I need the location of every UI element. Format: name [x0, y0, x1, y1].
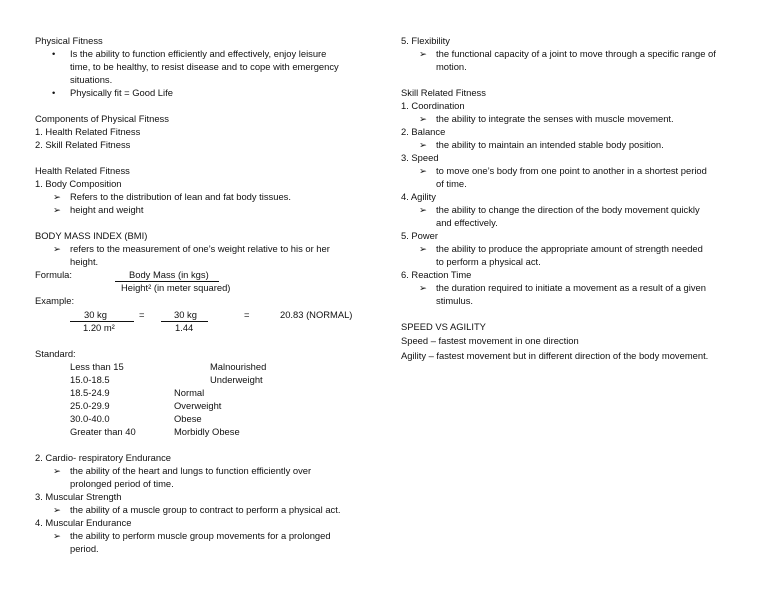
speed-definition: Speed – fastest movement in one direction [401, 335, 579, 346]
components-title: Components of Physical Fitness [35, 113, 169, 124]
arrow-bullet-icon: ➢ [419, 48, 427, 59]
speed-line2: of time. [436, 178, 467, 189]
pf-definition-line1: Is the ability to function efficiently and effectively, enjoy leisure [70, 48, 327, 59]
power-line1: the ability to produce the appropriate amount of strength needed [436, 243, 703, 254]
power-line2: to perform a physical act. [436, 256, 541, 267]
coordination-title: 1. Coordination [401, 100, 465, 111]
disc-bullet: • [52, 48, 56, 59]
pf-definition-line3: situations. [70, 74, 113, 85]
standard-range: Greater than 40 [70, 426, 136, 437]
arrow-bullet-icon: ➢ [419, 165, 427, 176]
body-composition-item: height and weight [70, 204, 144, 215]
standard-range: 15.0-18.5 [70, 374, 110, 385]
muscular-endurance-title: 4. Muscular Endurance [35, 517, 132, 528]
cardio-item-line2: prolonged period of time. [70, 478, 174, 489]
formula-denominator: Height² (in meter squared) [121, 282, 231, 293]
reaction-time-line2: stimulus. [436, 295, 473, 306]
standard-label: Obese [174, 413, 202, 424]
cardio-item-line1: the ability of the heart and lungs to function efficiently over [70, 465, 312, 476]
arrow-bullet-icon: ➢ [53, 243, 61, 254]
example-numerator2: 30 kg [174, 309, 197, 320]
muscular-strength-item: the ability of a muscle group to contract to perform a physical act. [70, 504, 341, 515]
arrow-bullet-icon: ➢ [419, 204, 427, 215]
power-title: 5. Power [401, 230, 438, 241]
agility-line1: the ability to change the direction of the body movement quickly [436, 204, 700, 215]
arrow-bullet-icon: ➢ [419, 282, 427, 293]
formula-label: Formula: [35, 269, 72, 280]
standard-label: Overweight [174, 400, 222, 411]
agility-definition: Agility – fastest movement but in different direction of the body movement. [401, 350, 709, 361]
muscular-strength-title: 3. Muscular Strength [35, 491, 122, 502]
speed-vs-agility-title: SPEED VS AGILITY [401, 321, 486, 332]
arrow-bullet-icon: ➢ [53, 191, 61, 202]
arrow-bullet-icon: ➢ [53, 465, 61, 476]
coordination-item: the ability to integrate the senses with muscle movement. [436, 113, 674, 124]
flexibility-line1: the functional capacity of a joint to move through a specific range of [436, 48, 716, 59]
component-skill: 2. Skill Related Fitness [35, 139, 131, 150]
example-denominator1: 1.20 m² [83, 322, 115, 333]
body-composition-item: Refers to the distribution of lean and fat body tissues. [70, 191, 291, 202]
pf-definition-line2: time, to be healthy, to resist disease and to cope with emergency [70, 61, 339, 72]
arrow-bullet-icon: ➢ [53, 530, 61, 541]
cardio-title: 2. Cardio- respiratory Endurance [35, 452, 172, 463]
flexibility-line2: motion. [436, 61, 467, 72]
arrow-bullet-icon: ➢ [419, 243, 427, 254]
standard-range: Less than 15 [70, 361, 124, 372]
example-equals2: = [244, 309, 250, 320]
example-numerator1: 30 kg [84, 309, 107, 320]
arrow-bullet-icon: ➢ [53, 504, 61, 515]
component-health: 1. Health Related Fitness [35, 126, 141, 137]
formula-numerator: Body Mass (in kgs) [129, 269, 209, 280]
reaction-time-line1: the duration required to initiate a movement as a result of a given [436, 282, 706, 293]
muscular-endurance-line2: period. [70, 543, 99, 554]
standard-range: 25.0-29.9 [70, 400, 110, 411]
body-composition-title: 1. Body Composition [35, 178, 122, 189]
standard-label: Underweight [210, 374, 263, 385]
bmi-definition-line2: height. [70, 256, 99, 267]
example-equals1: = [139, 309, 145, 320]
agility-line2: and effectively. [436, 217, 498, 228]
muscular-endurance-line1: the ability to perform muscle group movements for a prolonged [70, 530, 331, 541]
speed-line1: to move one’s body from one point to another in a shortest period [436, 165, 707, 176]
agility-title: 4. Agility [401, 191, 436, 202]
example-result: 20.83 (NORMAL) [280, 309, 353, 320]
health-related-title: Health Related Fitness [35, 165, 130, 176]
speed-title: 3. Speed [401, 152, 439, 163]
arrow-bullet-icon: ➢ [419, 139, 427, 150]
standard-label: Malnourished [210, 361, 267, 372]
example-label: Example: [35, 295, 75, 306]
bmi-definition-line1: refers to the measurement of one’s weight relative to his or her [70, 243, 330, 254]
skill-related-title: Skill Related Fitness [401, 87, 486, 98]
balance-title: 2. Balance [401, 126, 446, 137]
balance-item: the ability to maintain an intended stable body position. [436, 139, 664, 150]
arrow-bullet-icon: ➢ [53, 204, 61, 215]
physical-fitness-title: Physical Fitness [35, 35, 103, 46]
standard-range: 30.0-40.0 [70, 413, 110, 424]
disc-bullet: • [52, 87, 56, 98]
standard-label: Morbidly Obese [174, 426, 240, 437]
arrow-bullet-icon: ➢ [419, 113, 427, 124]
standard-title: Standard: [35, 348, 76, 359]
standard-label: Normal [174, 387, 205, 398]
reaction-time-title: 6. Reaction Time [401, 269, 472, 280]
pf-good-life: Physically fit = Good Life [70, 87, 173, 98]
bmi-title: BODY MASS INDEX (BMI) [35, 230, 148, 241]
example-denominator2: 1.44 [175, 322, 194, 333]
flexibility-title: 5. Flexibility [401, 35, 450, 46]
standard-range: 18.5-24.9 [70, 387, 110, 398]
